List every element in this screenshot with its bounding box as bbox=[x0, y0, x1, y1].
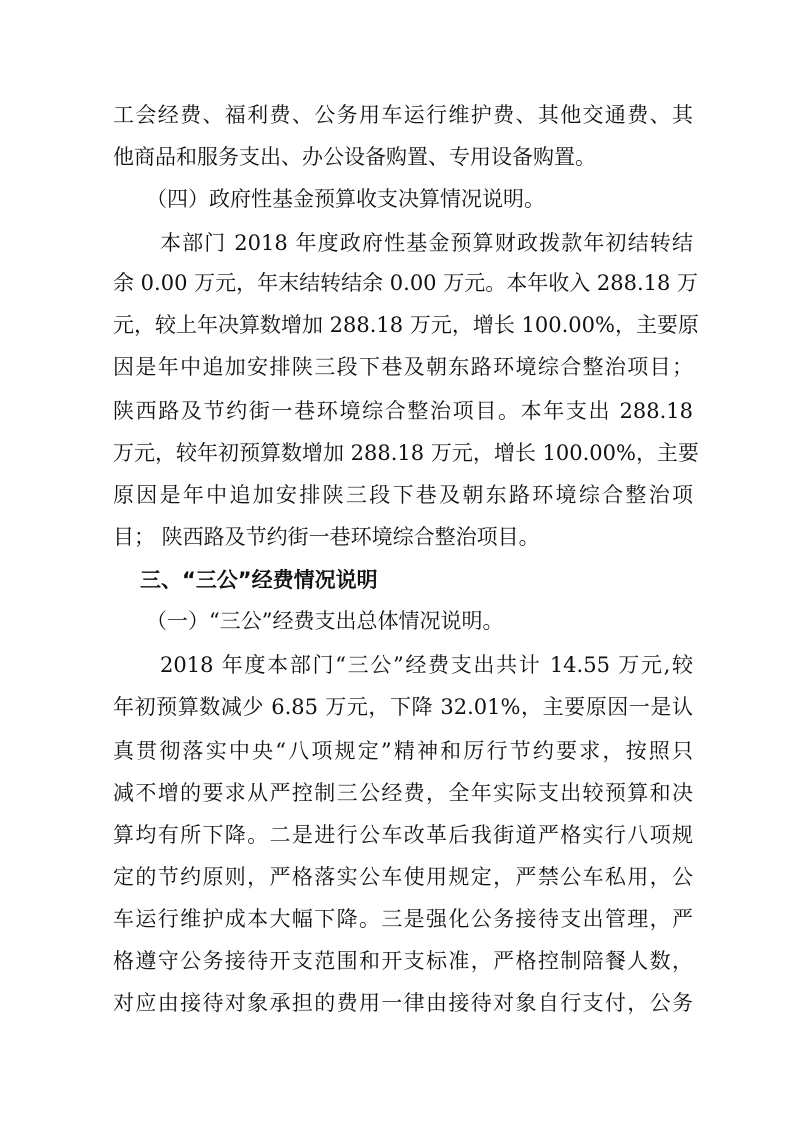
para2-line-7: 原因是年中追加安排陕三段下巷及朝东路环境综合整治项 bbox=[113, 483, 693, 507]
section-three-heading: 三、“三公”经费情况说明 bbox=[140, 568, 378, 592]
para2-line-6: 万元，较年初预算数增加 288.18 万元，增长 100.00%，主要 bbox=[113, 441, 699, 465]
para2-line-3: 元，较上年决算数增加 288.18 万元，增长 100.00%，主要原 bbox=[113, 313, 699, 337]
para3-line-3: 真贯彻落实中央“八项规定”精神和厉行节约要求，按照只 bbox=[113, 739, 693, 763]
para3-line-1: 2018 年度本部门“三公”经费支出共计 14.55 万元,较 bbox=[160, 653, 693, 677]
para2-line-8: 目； 陕西路及节约街一巷环境综合整治项目。 bbox=[113, 525, 540, 549]
para2-line-5: 陕西路及节约街一巷环境综合整治项目。本年支出 288.18 bbox=[113, 399, 693, 423]
para2-line-2: 余 0.00 万元，年末结转结余 0.00 万元。本年收入 288.18 万 bbox=[113, 271, 699, 295]
para3-line-6: 定的节约原则，严格落实公车使用规定，严禁公车私用，公 bbox=[113, 865, 693, 889]
para1-line-2: 他商品和服务支出、办公设备购置、专用设备购置。 bbox=[113, 145, 596, 169]
subheading-one: （一）“三公”经费支出总体情况说明。 bbox=[146, 609, 504, 633]
para3-line-7: 车运行维护成本大幅下降。三是强化公务接待支出管理，严 bbox=[113, 907, 693, 931]
para3-line-2: 年初预算数减少 6.85 万元，下降 32.01%，主要原因一是认 bbox=[113, 695, 693, 719]
para1-line-1: 工会经费、福利费、公务用车运行维护费、其他交通费、其 bbox=[113, 103, 693, 127]
para3-line-9: 对应由接待对象承担的费用一律由接待对象自行支付，公务 bbox=[113, 991, 693, 1015]
para2-line-1: 本部门 2018 年度政府性基金预算财政拨款年初结转结 bbox=[160, 231, 693, 255]
para3-line-5: 算均有所下降。二是进行公车改革后我街道严格实行八项规 bbox=[113, 823, 693, 847]
para3-line-4: 减不增的要求从严控制三公经费，全年实际支出较预算和决 bbox=[113, 781, 693, 805]
subheading-four: （四）政府性基金预算收支决算情况说明。 bbox=[146, 187, 545, 211]
para3-line-8: 格遵守公务接待开支范围和开支标准，严格控制陪餐人数， bbox=[113, 949, 693, 973]
para2-line-4: 因是年中追加安排陕三段下巷及朝东路环境综合整治项目； bbox=[113, 355, 693, 379]
